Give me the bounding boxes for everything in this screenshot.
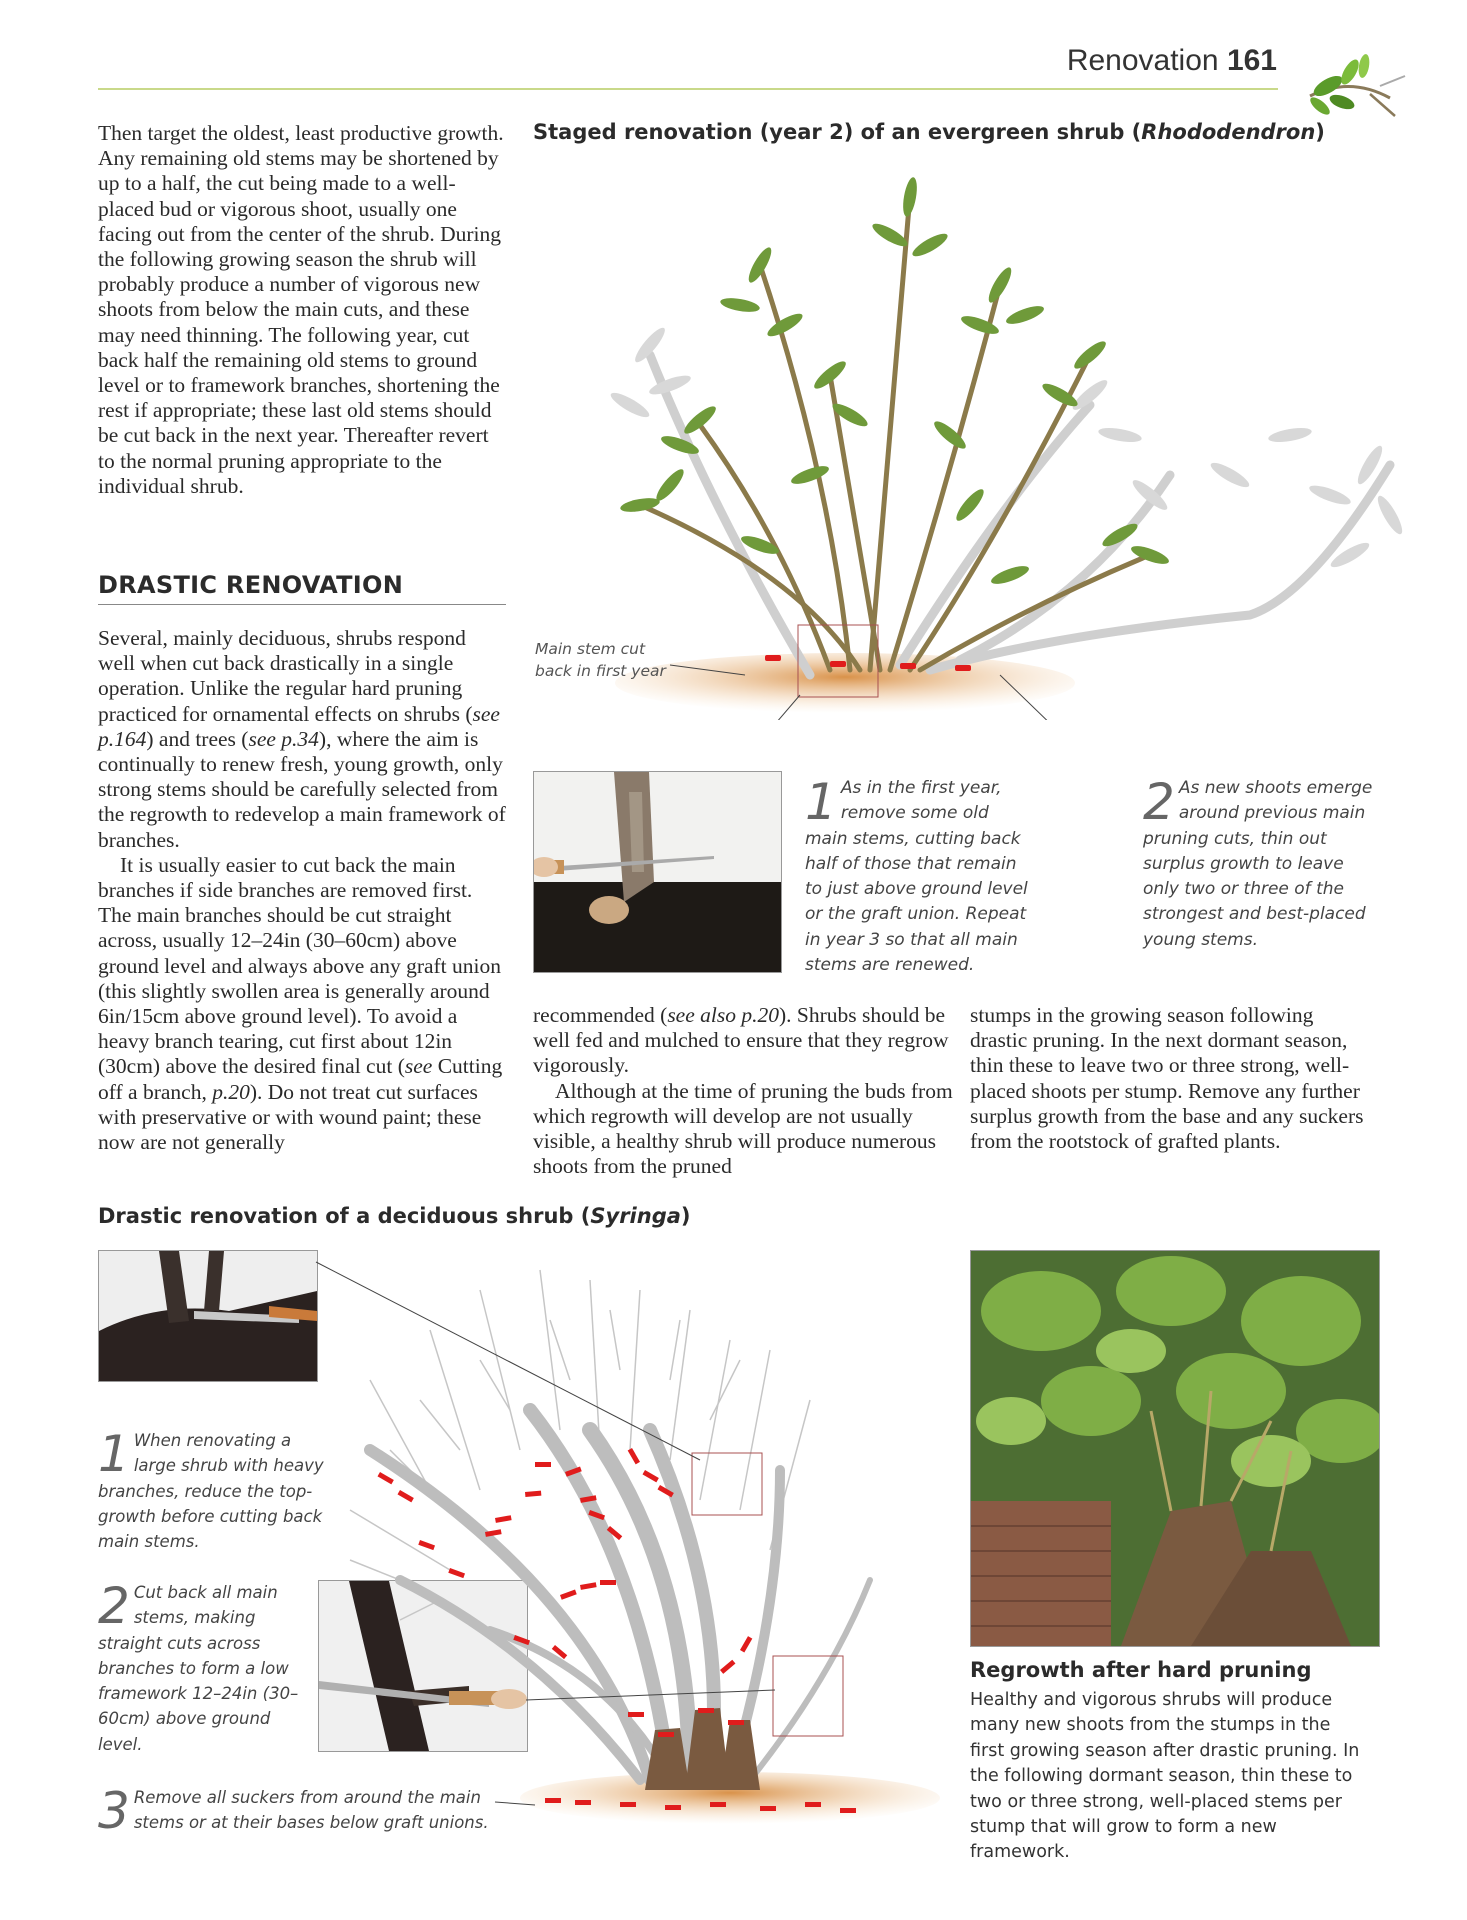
step-number: 1 (98, 1425, 130, 1483)
photo-saw-cutting (533, 771, 782, 973)
middle-paragraph-1: recommended (see also p.20). Shrubs should be well fed and mulched to ensure that they regrow vigorously. (533, 1003, 949, 1078)
section-name: Renovation (1066, 44, 1219, 77)
intro-paragraph: Then target the oldest, least productive growth. Any remaining old stems may be shortened by up to a half, the cut being made to a well-placed bud or vigorous shoot, usually one facing out from the center of the shrub. During the following growing season the shrub will probably produce a number of vigorous new shoots from below the main cuts, and these may need thinning. The following year, cut back half the remaining old stems to ground level or to framework branches, shortening the rest if appropriate; these last old stems should be cut back in the next year. Thereafter revert to the normal pruning appropriate to the individual shrub. (98, 121, 504, 498)
step-number: 1 (805, 773, 837, 831)
step-text: As new shoots emerge around previous main pruning cuts, thin out surplus growth to leave only two or three of the strongest and best-placed young stems. (1143, 778, 1373, 950)
removed-stems (650, 355, 1390, 675)
step-number: 2 (1143, 773, 1175, 831)
drastic-renovation-text (98, 626, 508, 1155)
right-column (970, 1003, 1370, 1154)
living-stems (640, 195, 1150, 670)
main-stem-label: Main stem cut back in first year (535, 640, 666, 680)
loppers-photo-art (99, 1251, 317, 1381)
deciduous-shrub-illustration (310, 1250, 970, 1850)
photo-regrowth (970, 1250, 1380, 1647)
step-text: Cut back all main stems, making straight cuts across branches to form a low framework 12–24in (30–60cm) above ground level. (98, 1583, 299, 1754)
right-paragraph: stumps in the growing season following drastic pruning. In the next dormant season, thin these to leave two or three strong, well-placed shoots per stump. Remove any further surplus growth from the base and any suckers from the rootstock of grafted plants. (970, 1003, 1364, 1154)
section-rule (98, 604, 506, 605)
fine-twigs (350, 1270, 810, 1620)
step-number: 3 (98, 1782, 130, 1840)
regrowth-photo-art (971, 1251, 1379, 1646)
step-number: 2 (98, 1577, 130, 1635)
fig2-step1 (98, 1425, 328, 1554)
middle-column (533, 1003, 953, 1179)
fig1-step2 (1143, 773, 1383, 953)
regrowth-text: Healthy and vigorous shrubs will produce many new shoots from the stumps in the first growing season after drastic pruning. In the following dormant season, thin these to two or three strong, well-placed stems per stump that will grow to form a new framework. (970, 1690, 1360, 1863)
figure1-title: Staged renovation (year 2) of an evergreen shrub (Rhododendron) (533, 120, 1325, 144)
photo-loppers (98, 1250, 318, 1382)
middle-paragraph-2: Although at the time of pruning the buds from which regrowth will develop are not usually visible, a healthy shrub will produce numerous shoots from the pruned (533, 1078, 953, 1179)
figure2-title: Drastic renovation of a deciduous shrub (Syringa) (98, 1204, 691, 1228)
leader-line-1 (316, 1262, 700, 1460)
header-rule (98, 88, 1278, 90)
leaf-sprig-icon (1300, 36, 1412, 128)
step-text: When renovating a large shrub with heavy branches, reduce the top-growth before cutting back main stems. (98, 1431, 324, 1552)
fig2-step2 (98, 1577, 308, 1757)
page-number: 161 (1226, 44, 1277, 77)
regrowth-title: Regrowth after hard pruning (970, 1658, 1312, 1682)
paragraph-1: Several, mainly deciduous, shrubs respond well when cut back drastically in a single operation. Unlike the regular hard pruning practiced for ornamental effects on shrubs (see p.164) and trees (see p.34), where the aim is continually to renew fresh, young growth, only strong stems should be carefully selected from the regrowth to redevelop a main framework of branches. (98, 626, 506, 852)
step-text: As in the first year, remove some old main stems, cutting back half of those that remain to just above ground level or the graft union. Repeat in year 3 so that all main stems are renewed. (805, 778, 1028, 976)
left-column (98, 121, 508, 499)
step-text: Remove all suckers from around the main stems or at their bases below graft unions. (133, 1788, 489, 1832)
fig1-step1 (805, 773, 1035, 978)
main-branches (370, 1410, 870, 1780)
paragraph-2: It is usually easier to cut back the main branches if side branches are removed first. The main branches should be cut straight across, usually 12–24in (30–60cm) above ground level and always above any graft union (this slightly swollen area is generally around 6in/15cm above ground level). To avoid a heavy branch tearing, cut first about 12in (30cm) above the desired final cut (see Cutting off a branch, p.20). Do not treat cut surfaces with preservative or with wound paint; these now are not generally (98, 852, 503, 1155)
saw-photo-art (534, 772, 781, 972)
running-header (1067, 44, 1277, 78)
section-heading: DRASTIC RENOVATION (98, 571, 404, 599)
